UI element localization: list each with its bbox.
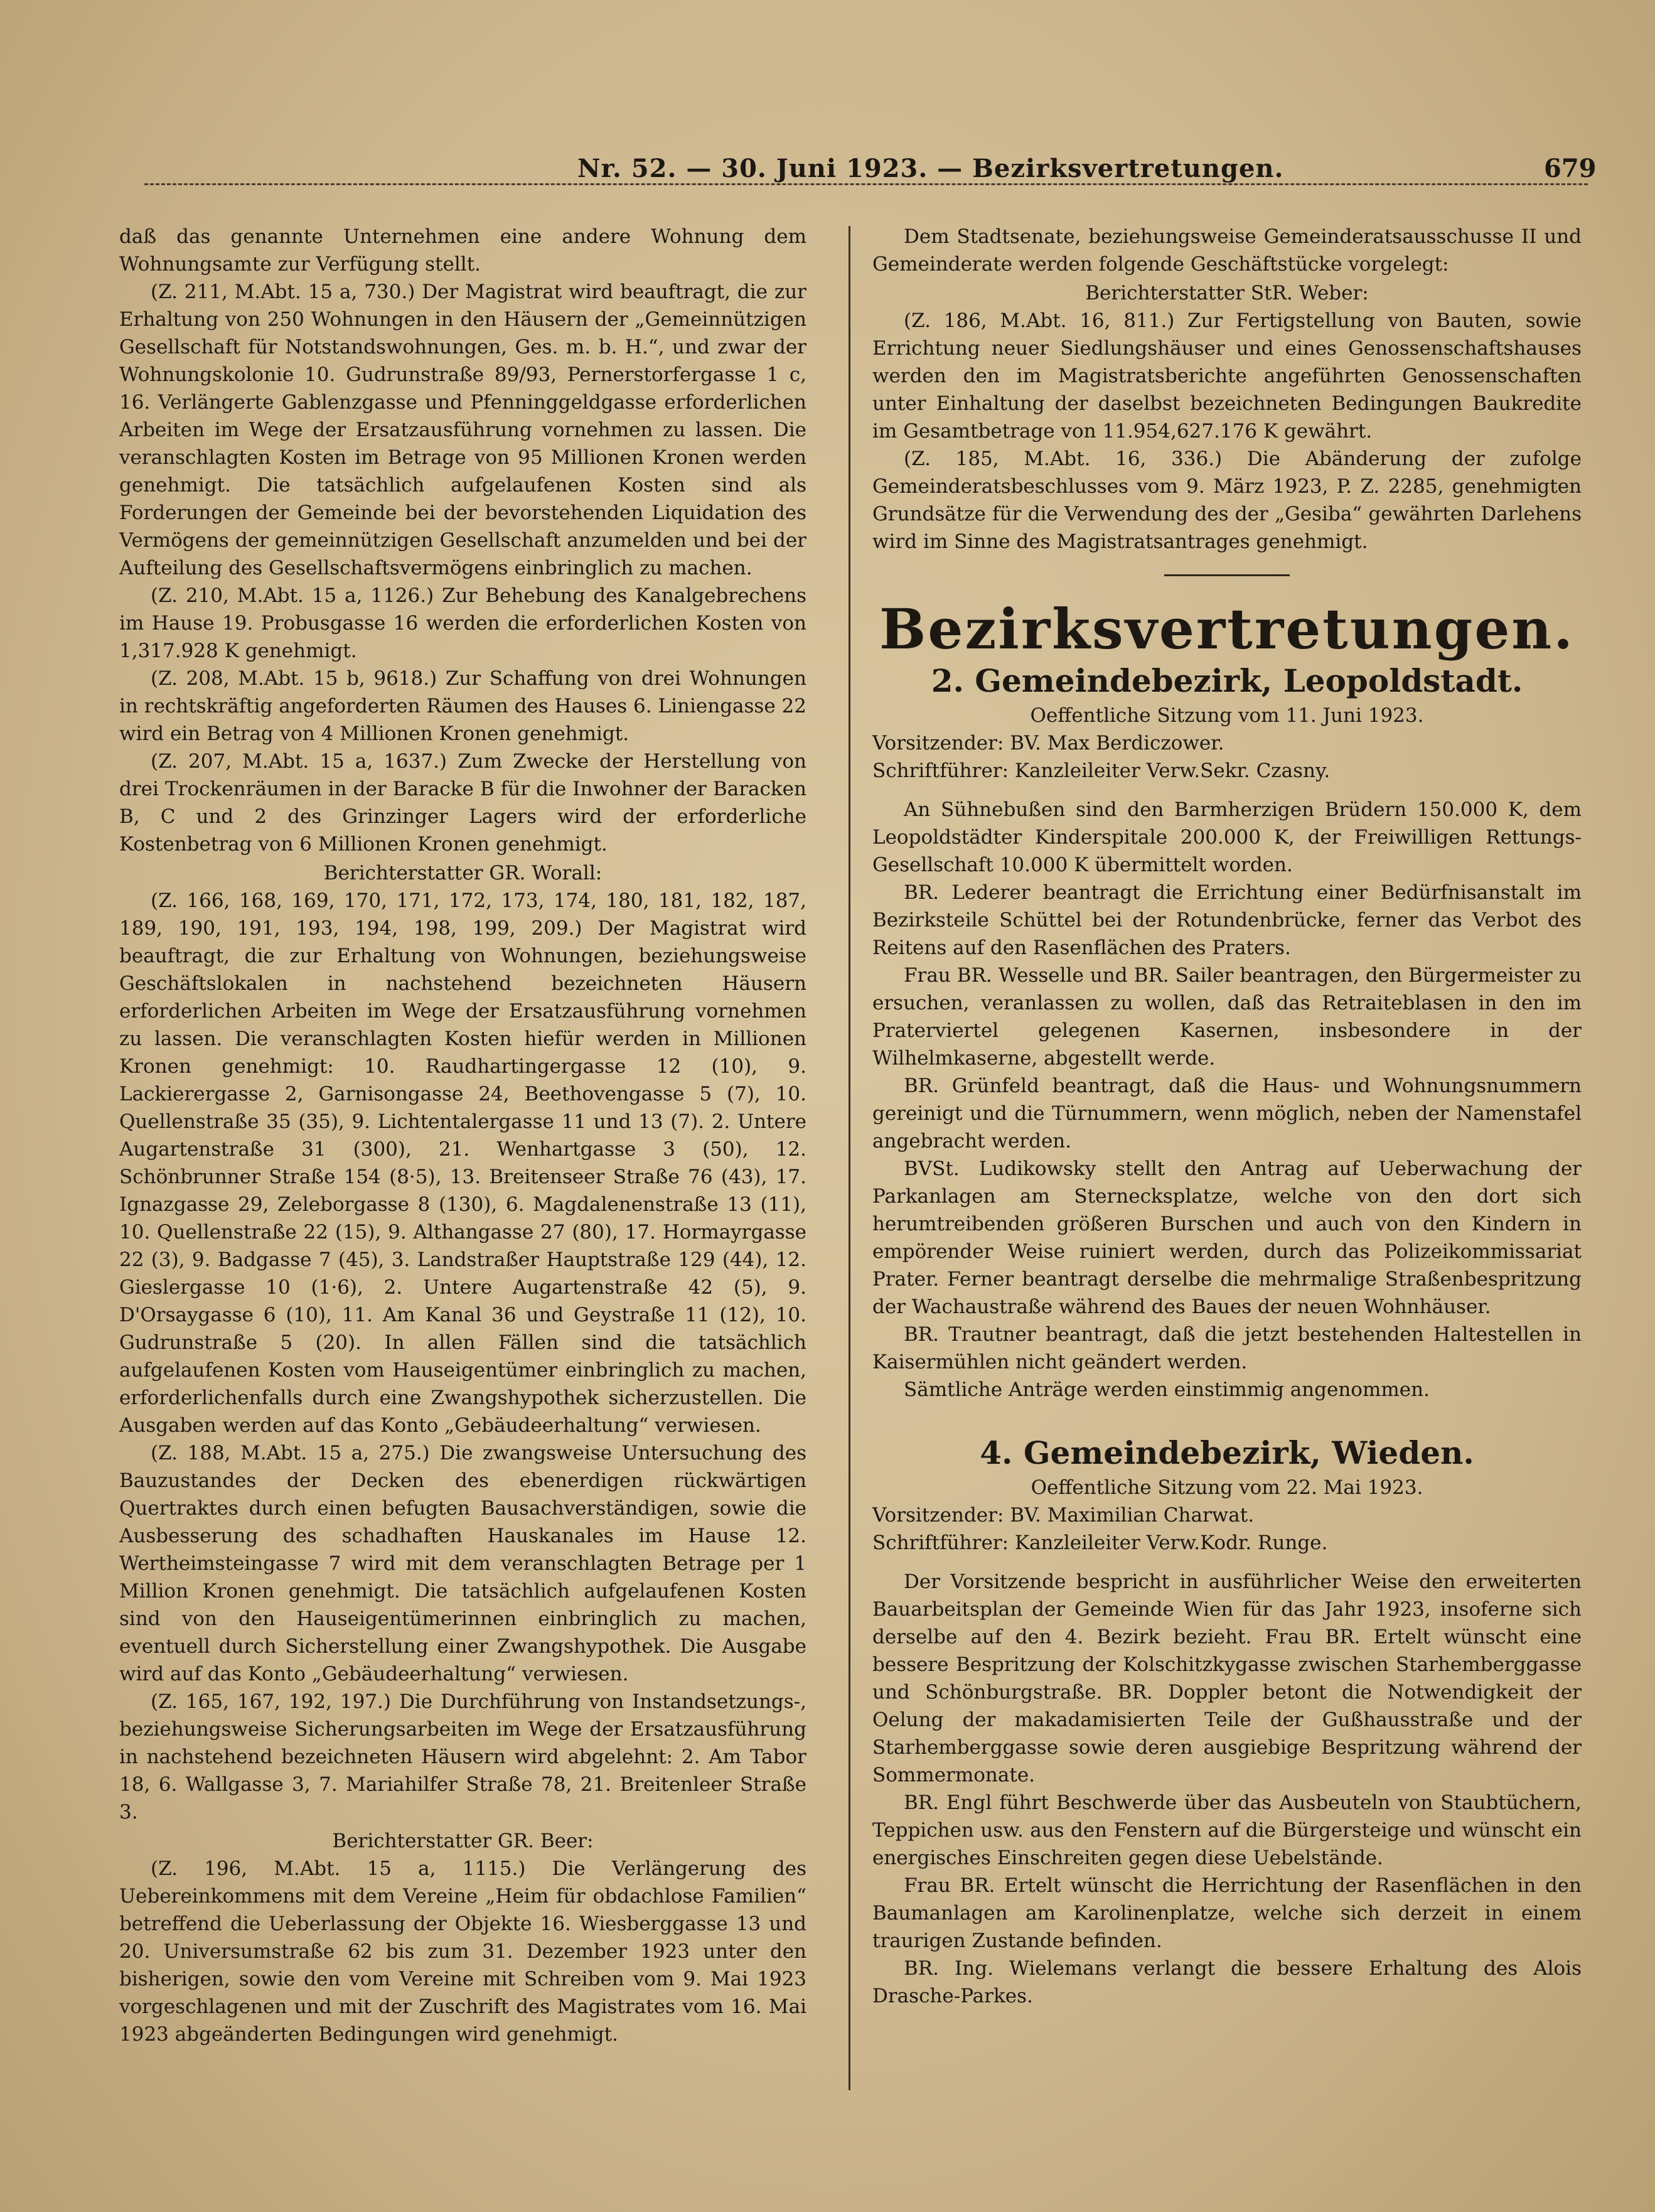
paragraph: BR. Ing. Wielemans verlangt die bessere Erhaltung des Alois Drasche-Parkes. <box>872 1957 1582 2007</box>
district-heading: 2. Gemeindebezirk, Leopoldstadt. <box>931 662 1523 699</box>
paragraph: An Sühnebußen sind den Barmherzigen Brüdern 150.000 K, dem Leopoldstädter Kinderspitale 200.000 K, der Freiwilligen Rettungs-Gesellschaft 10.000 K übermittelt worden. <box>872 798 1582 876</box>
paragraph: BR. Trautner beantragt, daß die jetzt bestehenden Haltestellen in Kaisermühlen nicht geändert werden. <box>872 1323 1582 1373</box>
paragraph: (Z. 186, M.Abt. 16, 811.) Zur Fertigstellung von Bauten, sowie Errichtung neuer Siedlungshäuser und eines Genossenschaftshauses werden den im Magistratsberichte angeführten Genossenschaften unter Einhaltung der daselbst bezeichneten Bedingungen Baukredite im Gesamtbetrage von 11.954,627.176 K gewährt. <box>872 309 1582 443</box>
reporter-line: Berichterstatter GR. Worall: <box>323 862 603 884</box>
chair-line: Vorsitzender: BV. Maximilian Charwat. <box>872 1504 1255 1527</box>
secretary-line: Schriftführer: Kanzleileiter Verw.Kodr. Runge. <box>872 1532 1328 1554</box>
paragraph: Frau BR. Ertelt wünscht die Herrichtung der Rasenflächen in den Baumanlagen am Karolinenplatze, welche sich derzeit in einem traurigen Zustande befinden. <box>872 1874 1582 1952</box>
reporter-line: Berichterstatter GR. Beer: <box>332 1830 594 1852</box>
paragraph: BR. Grünfeld beantragt, daß die Haus- und Wohnungsnummern gereinigt und die Türnummern, wenn möglich, neben der Namenstafel angebracht werden. <box>872 1075 1582 1152</box>
reporter-line: Berichterstatter StR. Weber: <box>1085 282 1369 304</box>
paragraph: (Z. 210, M.Abt. 15 a, 1126.) Zur Behebung des Kanalgebrechens im Hause 19. Probusgasse 16 werden die erforderlichen Kosten von 1,317.928 K genehmigt. <box>119 584 806 662</box>
paragraph: BR. Lederer beantragt die Errichtung einer Bedürfnisanstalt im Bezirksteile Schüttel bei der Rotundenbrücke, ferner das Verbot des Reitens auf den Rasenflächen des Praters. <box>872 881 1582 959</box>
paragraph: (Z. 185, M.Abt. 16, 336.) Die Abänderung der zufolge Gemeinderatsbeschlusses vom 9. März 1923, P. Z. 2285, genehmigten Grundsätze für die Verwendung des der „Gesiba“ gewährten Darlehens wird im Sinne des Magistratsantrages genehmigt. <box>872 448 1582 553</box>
spacer <box>872 785 1582 796</box>
paragraph: (Z. 188, M.Abt. 15 a, 275.) Die zwangsweise Untersuchung des Bauzustandes der Decken des ebenerdigen rückwärtigen Quertraktes durch einen befugten Bausachverständigen, sowie die Ausbesserung des schadhaften Hauskanales im Hause 12. Wertheimsteingasse 7 wird mit dem veranschlagten Betrage per 1 Million Kronen genehmigt. Die tatsächlich aufgelaufenen Kosten sind von den Hauseigentümerinnen einbringlich zu machen, eventuell durch Sicherstellung einer Zwangshypothek. Die Ausgabe wird auf das Konto „Gebäudeerhaltung“ verwiesen. <box>119 1442 806 1685</box>
paragraph: (Z. 208, M.Abt. 15 b, 9618.) Zur Schaffung von drei Wohnungen in rechtskräftig angeforderten Räumen des Hauses 6. Liniengasse 22 wird ein Betrag von 4 Millionen Kronen genehmigt. <box>119 667 806 745</box>
header-rule <box>144 183 1588 185</box>
session-date: Oeffentliche Sitzung vom 22. Mai 1923. <box>1031 1476 1423 1499</box>
paragraph: BR. Engl führt Beschwerde über das Ausbeuteln von Staubtüchern, Teppichen usw. aus den Fenstern auf die Bürgersteige und wünscht ein energisches Einschreiten gegen diese Uebelstände. <box>872 1791 1582 1869</box>
header-title: Nr. 52. — 30. Juni 1923. — Bezirksvertretungen. <box>577 154 1284 183</box>
session-date: Oeffentliche Sitzung vom 11. Juni 1923. <box>1030 704 1424 727</box>
chair-line: Vorsitzender: BV. Max Berdiczower. <box>872 732 1224 754</box>
column-divider <box>849 226 850 2090</box>
district-heading: 4. Gemeindebezirk, Wieden. <box>980 1434 1474 1471</box>
paragraph: daß das genannte Unternehmen eine andere Wohnung dem Wohnungsamte zur Verfügung stellt. <box>119 225 806 276</box>
page-header <box>0 154 1655 198</box>
paragraph: Der Vorsitzende bespricht in ausführlicher Weise den erweiterten Bauarbeitsplan der Gemeinde Wien für das Jahr 1923, insoferne sich derselbe auf den 4. Bezirk bezieht. Frau BR. Ertelt wünscht eine bessere Bespritzung der Kolschitzkygasse zwischen Starhemberggasse und Schönburgstraße. BR. Doppler betont die Notwendigkeit der Oelung der makadamisierten Teile der Gußhausstraße und der Starhemberggasse sowie deren ausgiebige Bespritzung während der Sommermonate. <box>872 1570 1582 1786</box>
left-column <box>119 223 806 2048</box>
paragraph: (Z. 211, M.Abt. 15 a, 730.) Der Magistrat wird beauftragt, die zur Erhaltung von 250 Wohnungen in den Häusern der „Gemeinnützigen Gesellschaft für Notstandswohnungen, Ges. m. b. H.“, und zwar der Wohnungskolonie 10. Gudrunstraße 89/93, Pernerstorfergasse 1 c, 16. Verlängerte Gablenzgasse und Pfenninggeldgasse erforderlichen Arbeiten im Wege der Ersatzausführung vornehmen zu lassen. Die veranschlagten Kosten im Betrage von 95 Millionen Kronen werden genehmigt. Die tatsächlich aufgelaufenen Kosten sind als Forderungen der Gemeinde bei der bevorstehenden Liquidation des Vermögens der gemeinnützigen Gesellschaft anzumelden und bei der Aufteilung des Gesellschaftsvermögens einbringlich zu machen. <box>119 281 806 579</box>
paragraph: BVSt. Ludikowsky stellt den Antrag auf Ueberwachung der Parkanlagen am Sternecksplatze, welche von den dort sich herumtreibenden größeren Burschen und auch von den Kindern in empörender Weise ruiniert werden, durch das Polizeikommissariat Prater. Ferner beantragt derselbe die mehrmalige Straßenbespritzung der Wachaustraße während des Baues der neuen Wohnhäuser. <box>872 1157 1582 1318</box>
paragraph: Sämtliche Anträge werden einstimmig angenommen. <box>904 1378 1430 1401</box>
page-number: 679 <box>1544 154 1597 183</box>
secretary-line: Schriftführer: Kanzleileiter Verw.Sekr. Czasny. <box>872 760 1331 782</box>
right-column <box>872 223 1582 2010</box>
paragraph: Frau BR. Wesselle und BR. Sailer beantragen, den Bürgermeister zu ersuchen, veranlassen zu wollen, daß das Retraiteblasen in den im Praterviertel gelegenen Kasernen, insbesondere in der Wilhelmkaserne, abgestellt werde. <box>872 964 1582 1070</box>
paragraph: (Z. 196, M.Abt. 15 a, 1115.) Die Verlängerung des Uebereinkommens mit dem Vereine „Heim für obdachlose Familien“ betreffend die Ueberlassung der Objekte 16. Wiesberggasse 13 und 20. Universumstraße 62 bis zum 31. Dezember 1923 unter den bisherigen, sowie den vom Vereine mit Schreiben vom 9. Mai 1923 vorgeschlagenen und mit der Zuschrift des Magistrates vom 16. Mai 1923 abgeänderten Bedingungen wird genehmigt. <box>119 1857 806 2046</box>
spacer <box>872 1557 1582 1568</box>
paragraph: (Z. 166, 168, 169, 170, 171, 172, 173, 174, 180, 181, 182, 187, 189, 190, 191, 193, 194, 198, 199, 209.) Der Magistrat wird beauftragt, die zur Erhaltung von Wohnungen, beziehungsweise Geschäftslokalen in nachstehend bezeichneten Häusern erforderlichen Arbeiten im Wege der Ersatzausführung vornehmen zu lassen. Die veranschlagten Kosten hiefür werden in Millionen Kronen genehmigt: 10. Raudhartingergasse 12 (10), 9. Lackierergasse 2, Garnisongasse 24, Beethovengasse 5 (7), 10. Quellenstraße 35 (35), 9. Lichtentalergasse 11 und 13 (7). 2. Untere Augartenstraße 31 (300), 21. Wenhartgasse 3 (50), 12. Schönbrunner Straße 154 (8·5), 13. Breitenseer Straße 76 (43), 17. Ignazgasse 29, Zeleborgasse 8 (130), 6. Magdalenenstraße 13 (11), 10. Quellenstraße 22 (15), 9. Althangasse 27 (80), 17. Hormayrgasse 22 (3), 9. Badgasse 7 (45), 3. Landstraßer Hauptstraße 129 (44), 12. Gieslergasse 10 (1·6), 2. Untere Augartenstraße 42 (5), 9. D'Orsaygasse 6 (10), 11. Am Kanal 36 und Geystraße 11 (12), 10. Gudrunstraße 5 (20). In allen Fällen sind die tatsächlich aufgelaufenen Kosten vom Hauseigentümer einbringlich zu machen, erforderlichenfalls durch eine Zwangshypothek sicherzustellen. Die Ausgaben werden auf das Konto „Gebäudeerhaltung“ verwiesen. <box>119 889 806 1437</box>
section-divider <box>1164 574 1290 576</box>
paragraph: (Z. 207, M.Abt. 15 a, 1637.) Zum Zwecke der Herstellung von drei Trockenräumen in der Baracke B für die Inwohner der Baracken B, C und 2 des Grinzinger Lagers wird der erforderliche Kostenbetrag von 6 Millionen Kronen genehmigt. <box>119 750 806 856</box>
section-title: Bezirksvertretungen. <box>879 596 1575 662</box>
paragraph: (Z. 165, 167, 192, 197.) Die Durchführung von Instandsetzungs-, beziehungsweise Sicherungsarbeiten im Wege der Ersatzausführung in nachstehend bezeichneten Häusern wird abgelehnt: 2. Am Tabor 18, 6. Wallgasse 3, 7. Mariahilfer Straße 78, 21. Breitenleer Straße 3. <box>119 1690 806 1823</box>
intro-paragraph: Dem Stadtsenate, beziehungsweise Gemeinderatsausschusse II und Gemeinderate werden folgende Geschäftstücke vorgelegt: <box>872 225 1582 276</box>
